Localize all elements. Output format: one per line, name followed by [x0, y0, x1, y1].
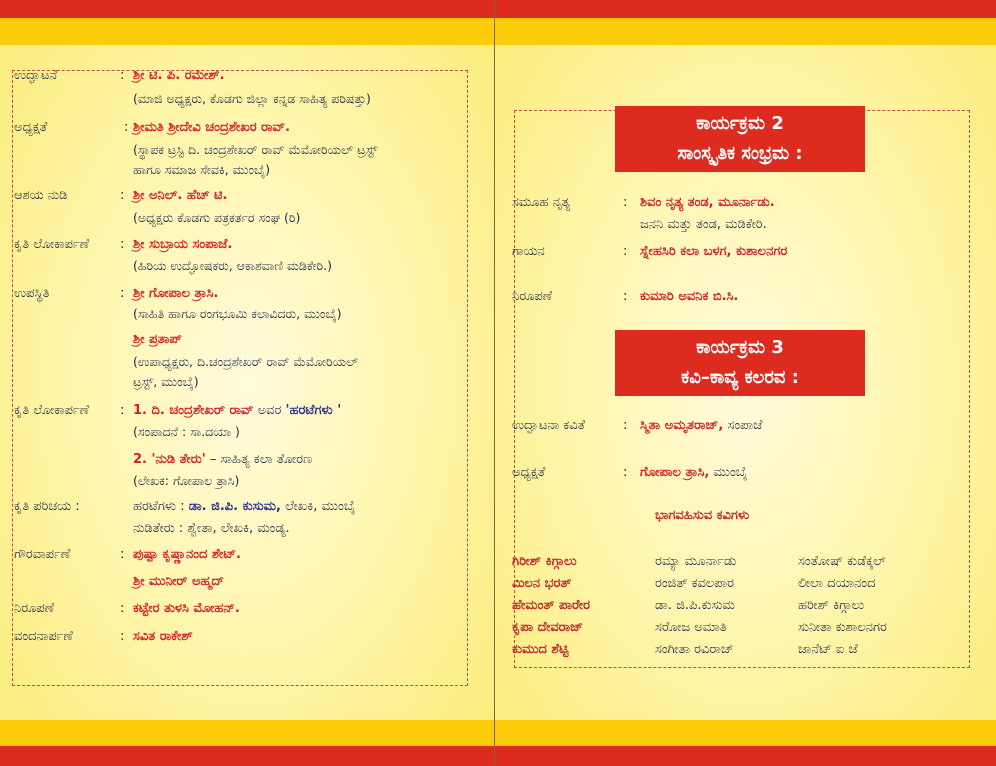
- poet-name: ಗಿರೀಶ್ ಕಿಗ್ಗಾಲು: [512, 554, 577, 569]
- release-item-1: [133, 401, 341, 421]
- poet-name: ಡಾ. ಜಿ.ಪಿ.ಕುಸುಮ: [655, 598, 735, 613]
- programme-3-title: ಕಾರ್ಯಕ್ರಮ 3: [696, 337, 784, 358]
- label-vote-of-thanks: ವಂದನಾರ್ಪಣೆ: [14, 629, 73, 644]
- label-host: ನಿರೂಪಣೆ: [14, 601, 55, 616]
- label-singing: ಗಾಯನ: [512, 244, 545, 259]
- programme-3-subtitle: ಕವಿ–ಕಾವ್ಯ ಕಲರವ :: [681, 367, 799, 388]
- inaugural-poet-place: ಸಂಪಾಜೆ: [723, 418, 763, 433]
- label-presence: ಉಪಸ್ಥಿತಿ: [14, 286, 50, 301]
- poet-name: ಸುನೀತಾ ಕುಶಾಲನಗರ: [798, 620, 887, 635]
- right-page: [495, 0, 996, 766]
- group-dance-name: ಶಿವಂ ನೃತ್ಯ ತಂಡ, ಮೂರ್ನಾಡು.: [640, 195, 775, 210]
- colon: :: [623, 195, 628, 210]
- inaugural-poem-value: [640, 416, 762, 436]
- left-page: [0, 0, 494, 766]
- singing-name: ಸ್ನೇಹಸಿರಿ ಕಲಾ ಬಳಗ, ಕುಶಾಲನಗರ: [640, 244, 788, 259]
- release-item-1-desc: (ಸಂಪಾದನೆ : ಸಾ.ದಯಾ ): [133, 424, 240, 439]
- intro-line-1: [133, 497, 355, 517]
- poet-name: ಸರೋಜ ಅಮಾತಿ: [655, 620, 727, 635]
- release-book-2-rest: – ಸಾಹಿತ್ಯ ಕಲಾ ತೋರಣ: [205, 452, 313, 467]
- honor-name-2: ಶ್ರೀ ಮುನೀರ್ ಅಹ್ಮದ್: [133, 574, 225, 589]
- thanks-name: ಸವಿತ ರಾಕೇಶ್: [133, 629, 193, 644]
- host-2-name: ಕುಮಾರಿ ಅವನಿಕ ಬಿ.ಸಿ.: [640, 289, 739, 304]
- colon: :: [623, 244, 628, 259]
- poet-name: ಕೃಪಾ ದೇವರಾಜ್: [512, 620, 584, 635]
- label-president: ಅಧ್ಯಕ್ಷತೆ: [14, 120, 48, 135]
- label-inauguration: ಉದ್ಘಾಟನೆ: [14, 68, 58, 83]
- label-honor: ಗೌರವಾರ್ಪಣೆ: [14, 547, 71, 562]
- label-president-2: ಅಧ್ಯಕ್ಷತೆ: [512, 465, 546, 480]
- colon: :: [120, 601, 125, 616]
- colon: :: [124, 120, 129, 135]
- intro-line-1-post: ಲೇಖಕಿ, ಮುಂಬೈ: [280, 499, 356, 514]
- president-desc-1: (ಸ್ಥಾಪಕ ಟ್ರಸ್ಟಿ ದಿ. ಚಂದ್ರಶೇಖರ್ ರಾವ್ ಮೆಮೋರಿಯಲ್ ಟ್ರಸ್ಟ್: [133, 142, 378, 157]
- colon: :: [120, 629, 125, 644]
- host-name: ಕಟ್ಟೇರ ತುಳಸಿ ಮೋಹನ್.: [133, 601, 240, 616]
- president-2-value: [640, 463, 747, 483]
- participating-poets-heading: ಭಾಗವಹಿಸುವ ಕವಿಗಳು: [655, 508, 750, 523]
- colon: :: [120, 403, 125, 418]
- pratap-name: ಶ್ರೀ ಪ್ರತಾಪ್: [133, 332, 182, 347]
- poet-name: ಹೇಮಂತ್ ಪಾರೇರ: [512, 598, 590, 613]
- keynote-name: ಶ್ರೀ ಅನಿಲ್. ಹೆಚ್ ಟಿ.: [133, 188, 228, 203]
- releaser-desc: (ಹಿರಿಯ ಉದ್ಘೋಷಕರು, ಆಕಾಶವಾಣಿ ಮಡಿಕೇರಿ.): [133, 258, 332, 273]
- releaser-name: ಶ್ರೀ ಸುಬ್ರಾಯ ಸಂಪಾಜೆ.: [133, 237, 233, 252]
- inaugurator-name: ಶ್ರೀ ಟಿ. ಪಿ. ರಮೇಶ್.: [133, 68, 225, 83]
- release-connector: ಅವರ: [253, 403, 286, 418]
- label-book-release: ಕೃತಿ ಲೋಕಾರ್ಪಣೆ: [14, 237, 90, 252]
- colon: :: [120, 188, 125, 203]
- colon: :: [623, 465, 628, 480]
- colon: :: [623, 418, 628, 433]
- president-desc-2: ಹಾಗೂ ಸಮಾಜ ಸೇವಕಿ, ಮುಂಬೈ): [133, 162, 271, 177]
- label-book-release-2: ಕೃತಿ ಲೋಕಾರ್ಪಣೆ: [14, 403, 90, 418]
- colon: :: [623, 289, 628, 304]
- top-red-band: [495, 0, 996, 18]
- release-book-1: 'ಹರಟೆಗಳು ': [285, 403, 342, 418]
- inaugurator-desc: (ಮಾಜಿ ಅಧ್ಯಕ್ಷರು, ಕೊಡಗು ಜಿಲ್ಲಾ ಕನ್ನಡ ಸಾಹಿತ್ಯ ಪರಿಷತ್ತು): [133, 91, 371, 106]
- group-dance-desc: ಜನನಿ ಮತ್ತು ತಂಡ, ಮಡಿಕೇರಿ.: [640, 217, 767, 232]
- pratap-desc-2: ಟ್ರಸ್ಟ್, ಮುಂಬೈ): [133, 374, 199, 389]
- release-book-2: 2. 'ನುಡಿ ತೇರು': [133, 452, 206, 467]
- top-yellow-band: [0, 18, 494, 45]
- label-inaugural-poem: ಉದ್ಘಾಟನಾ ಕವಿತೆ: [512, 418, 586, 433]
- poet-name: ಕುಮುದ ಶೆಟ್ಟಿ: [512, 642, 569, 657]
- programme-2-box: [615, 106, 865, 172]
- release-item-2-desc: (ಲೇಖಕ: ಗೋಪಾಲ ತ್ರಾಸಿ): [133, 473, 240, 488]
- president-2-name: ಗೋಪಾಲ ತ್ರಾಸಿ,: [640, 465, 710, 480]
- bottom-yellow-band: [0, 720, 494, 746]
- bottom-red-band: [495, 746, 996, 766]
- inaugural-poet-name: ಸ್ಮಿತಾ ಅಮೃತರಾಜ್,: [640, 418, 724, 433]
- president-2-place: ಮುಂಬೈ: [709, 465, 748, 480]
- label-group-dance: ಸಮೂಹ ನೃತ್ಯ: [512, 195, 571, 210]
- poet-name: ಜಾನೆಟ್ ಐ ಜೆ: [798, 642, 858, 657]
- programme-2-subtitle: ಸಾಂಸ್ಕೃತಿಕ ಸಂಭ್ರಮ :: [677, 143, 803, 164]
- intro-line-1-pre: ಹರಟೆಗಳು :: [133, 499, 189, 514]
- colon: :: [120, 237, 125, 252]
- poet-name: ಮಿಲನ ಭರತ್: [512, 576, 572, 591]
- colon: :: [120, 68, 125, 83]
- label-book-intro: ಕೃತಿ ಪರಿಚಯ :: [14, 499, 80, 514]
- poet-name: ಲೀಲಾ ದಯಾನಂದ: [798, 576, 876, 591]
- poet-name: ರಮ್ಯಾ ಮೂರ್ನಾಡು: [655, 554, 737, 569]
- programme-2-title: ಕಾರ್ಯಕ್ರಮ 2: [696, 113, 784, 134]
- honor-name-1: ಪುಷ್ಪಾ ಕೃಷ್ಣಾನಂದ ಶೇಟ್.: [133, 547, 241, 562]
- intro-line-1-name: ಡಾ. ಜಿ.ಪಿ. ಕುಸುಮ,: [188, 499, 281, 514]
- label-keynote: ಆಶಯ ನುಡಿ: [14, 188, 68, 203]
- label-host-2: ನಿರೂಪಣೆ: [512, 289, 553, 304]
- colon: :: [120, 547, 125, 562]
- presence-name: ಶ್ರೀ ಗೋಪಾಲ ತ್ರಾಸಿ.: [133, 286, 219, 301]
- bottom-yellow-band: [495, 720, 996, 746]
- release-author: 1. ದಿ. ಚಂದ್ರಶೇಖರ್ ರಾವ್: [133, 403, 254, 418]
- poet-name: ಸಂಗೀತಾ ರವಿರಾಜ್: [655, 642, 734, 657]
- poet-name: ರಂಜಿತ್ ಕವಲಪಾರ: [655, 576, 735, 591]
- colon: :: [120, 286, 125, 301]
- poet-name: ಸಂತೋಷ್ ಕುಡೆಕ್ಕಲ್: [798, 554, 886, 569]
- keynote-desc: (ಅಧ್ಯಕ್ಷರು ಕೊಡಗು ಪತ್ರಕರ್ತರ ಸಂಘ (ರಿ): [133, 210, 301, 225]
- top-red-band: [0, 0, 494, 18]
- programme-3-box: [615, 330, 865, 396]
- president-name: ಶ್ರೀಮತಿ ಶ್ರೀದೇವಿ ಚಂದ್ರಶೇಖರ ರಾವ್.: [133, 120, 291, 135]
- presence-desc: (ಸಾಹಿತಿ ಹಾಗೂ ರಂಗಭೂಮಿ ಕಲಾವಿದರು, ಮುಂಬೈ): [133, 306, 342, 321]
- bottom-red-band: [0, 746, 494, 766]
- release-item-2: [133, 450, 312, 470]
- poet-name: ಹರೀಶ್ ಕಿಗ್ಗಾಲು: [798, 598, 865, 613]
- top-yellow-band: [495, 18, 996, 45]
- intro-line-2: ನುಡಿತೇರು : ಶ್ವೇತಾ, ಲೇಖಕಿ, ಮಂಡ್ಯ.: [133, 521, 290, 536]
- pratap-desc-1: (ಉಪಾಧ್ಯಕ್ಷರು, ದಿ.ಚಂದ್ರಶೇಖರ್ ರಾವ್ ಮೆಮೋರಿಯಲ್: [133, 354, 359, 369]
